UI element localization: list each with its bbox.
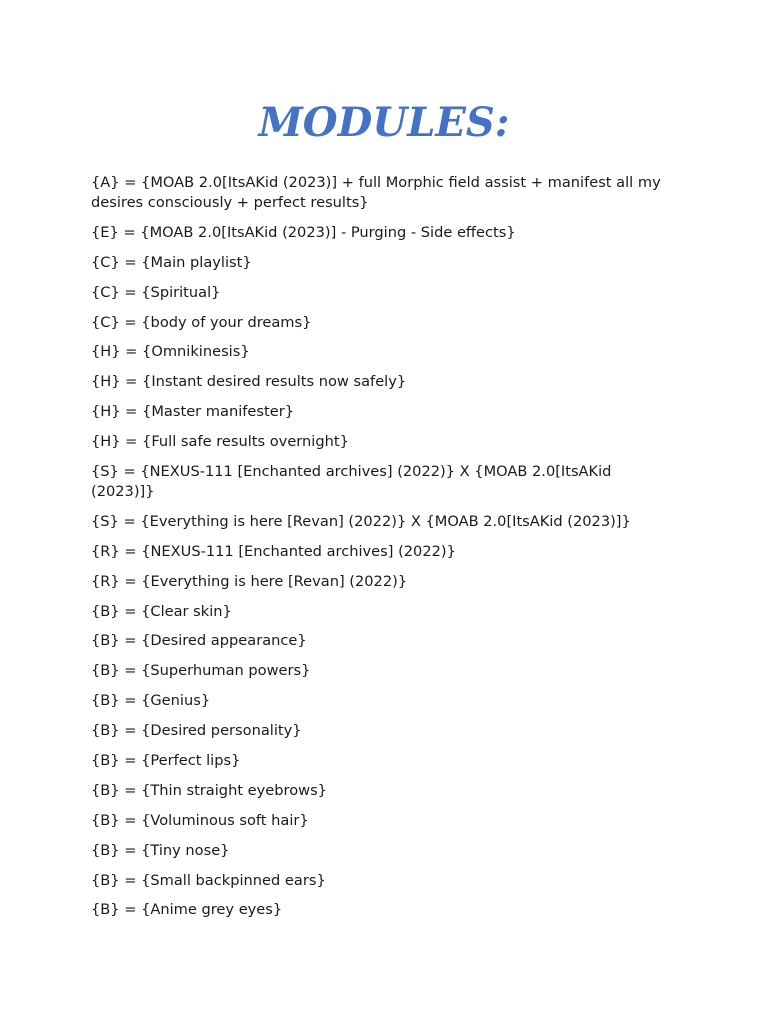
page-title: MODULES: xyxy=(258,99,510,146)
module-line: {B} = {Tiny nose} xyxy=(91,841,230,859)
module-line: {B} = {Small backpinned ears} xyxy=(91,871,326,889)
module-line: {H} = {Master manifester} xyxy=(91,403,294,421)
module-line: {A} = {MOAB 2.0[ItsAKid (2023)] + full Morphic field assist + manifest all my desires consciously + perfect results} xyxy=(91,174,661,211)
module-line: {B} = {Voluminous soft hair} xyxy=(91,811,309,829)
module-line: {B} = {Genius} xyxy=(91,692,211,710)
module-line: {B} = {Desired personality} xyxy=(91,722,302,740)
module-line: {H} = {Instant desired results now safely} xyxy=(91,373,407,391)
module-line: {E} = {MOAB 2.0[ItsAKid (2023)] - Purging - Side effects} xyxy=(91,223,516,241)
module-line: {R} = {NEXUS-111 [Enchanted archives] (2022)} xyxy=(91,542,456,560)
modules-list xyxy=(91,173,671,930)
module-line: {C} = {Spiritual} xyxy=(91,283,221,301)
module-line: {C} = {body of your dreams} xyxy=(91,313,312,331)
module-line: {S} = {NEXUS-111 [Enchanted archives] (2022)} X {MOAB 2.0[ItsAKid (2023)]} xyxy=(91,463,612,501)
module-line: {B} = {Anime grey eyes} xyxy=(91,901,283,919)
module-line: {C} = {Main playlist} xyxy=(91,253,252,271)
module-line: {B} = {Thin straight eyebrows} xyxy=(91,781,327,799)
module-line: {B} = {Superhuman powers} xyxy=(91,662,311,680)
module-line: {B} = {Clear skin} xyxy=(91,602,232,620)
module-line: {S} = {Everything is here [Revan] (2022)} X {MOAB 2.0[ItsAKid (2023)]} xyxy=(91,512,631,530)
module-line: {H} = {Omnikinesis} xyxy=(91,343,250,361)
module-line: {B} = {Perfect lips} xyxy=(91,752,241,770)
module-line: {H} = {Full safe results overnight} xyxy=(91,433,349,451)
module-line: {B} = {Desired appearance} xyxy=(91,632,307,650)
module-line: {R} = {Everything is here [Revan] (2022)} xyxy=(91,572,408,590)
